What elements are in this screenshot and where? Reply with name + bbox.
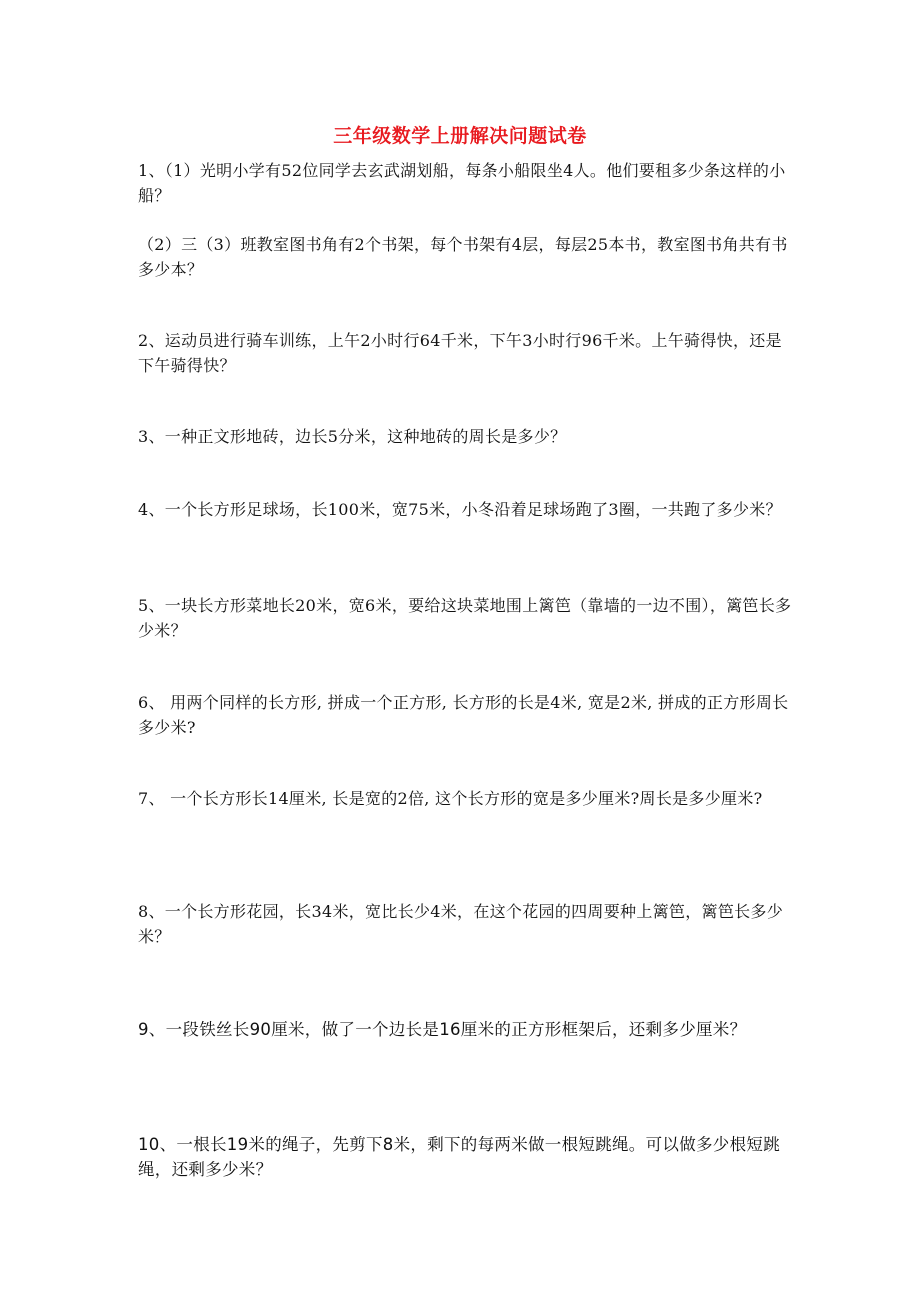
question-1-part-1: 1、（1）光明小学有52位同学去玄武湖划船，每条小船限坐4人。他们要租多少条这样的小船？ — [138, 161, 786, 205]
question-9: 9、一段铁丝长90厘米，做了一个边长是16厘米的正方形框架后，还剩多少厘米？ — [138, 1020, 747, 1039]
question-2: 2、运动员进行骑车训练，上午2小时行64千米，下午3小时行96千米。上午骑得快，还是下午骑得快？ — [138, 331, 782, 375]
question-7: 7、 一个长方形长14厘米, 长是宽的2倍, 这个长方形的宽是多少厘米?周长是多少厘米? — [138, 789, 763, 808]
page-title: 三年级数学上册解决问题试卷 — [333, 125, 587, 147]
question-4: 4、一个长方形足球场，长100米，宽75米，小冬沿着足球场跑了3圈，一共跑了多少米？ — [138, 500, 782, 519]
question-10: 10、一根长19米的绳子，先剪下8米，剩下的每两米做一根短跳绳。可以做多少根短跳绳，还剩多少米？ — [138, 1135, 780, 1179]
question-6: 6、 用两个同样的长方形, 拼成一个正方形, 长方形的长是4米, 宽是2米, 拼成的正方形周长多少米? — [138, 693, 789, 737]
question-5: 5、一块长方形菜地长20米，宽6米，要给这块菜地围上篱笆（靠墙的一边不围），篱笆长多少米？ — [138, 596, 792, 640]
question-1-part-2: （2）三（3）班教室图书角有2个书架，每个书架有4层，每层25本书，教室图书角共有书多少本？ — [138, 235, 788, 279]
question-8: 8、一个长方形花园，长34米，宽比长少4米，在这个花园的四周要种上篱笆，篱笆长多少米？ — [138, 902, 784, 946]
question-3: 3、一种正文形地砖，边长5分米，这种地砖的周长是多少？ — [138, 427, 567, 446]
